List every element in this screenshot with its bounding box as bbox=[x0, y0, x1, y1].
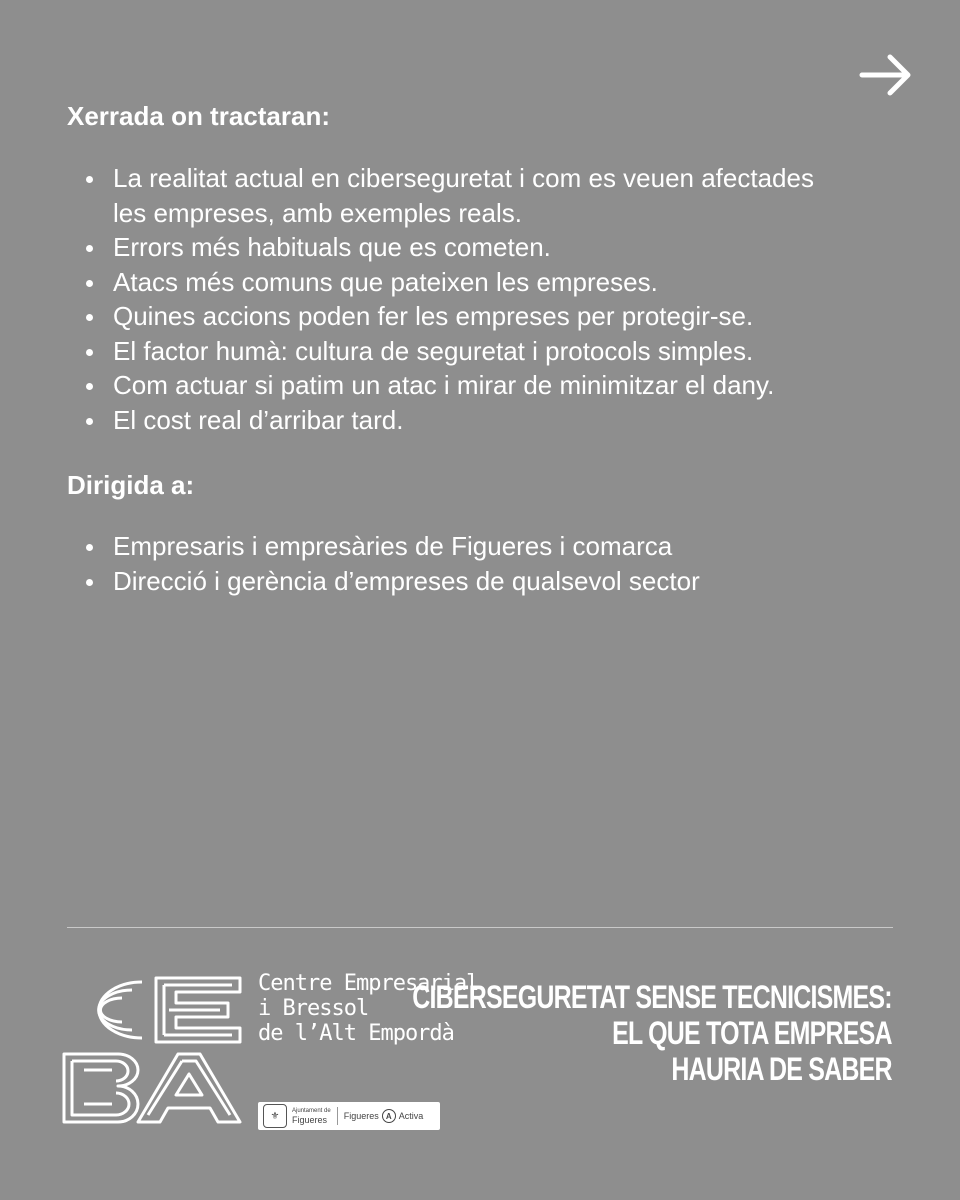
list-item bbox=[67, 403, 907, 438]
footer-divider bbox=[67, 927, 893, 928]
title-line: CIBERSEGURETAT SENSE TECNICISMES: bbox=[412, 979, 892, 1015]
org-name-line: de l’Alt Empordà bbox=[258, 1021, 454, 1046]
ceba-logo bbox=[58, 968, 244, 1130]
list-item bbox=[67, 368, 907, 403]
event-title bbox=[412, 979, 892, 1087]
list-item-text: les empreses, amb exemples reals. bbox=[113, 197, 522, 228]
list-item-text: El cost real d’arribar tard. bbox=[113, 404, 404, 435]
list-item-text: Com actuar si patim un atac i mirar de minimitzar el dany. bbox=[113, 370, 775, 400]
topics-list bbox=[67, 161, 907, 437]
ajuntament-big-text: Figueres bbox=[292, 1115, 328, 1125]
partner-logos bbox=[258, 1102, 440, 1130]
figueres-activa-text: Figueres bbox=[343, 1111, 379, 1121]
list-item bbox=[67, 334, 907, 369]
activa-a-icon: A bbox=[382, 1109, 396, 1123]
ajuntament-small-text: Ajuntament de bbox=[292, 1108, 331, 1114]
title-line: EL QUE TOTA EMPRESA bbox=[612, 1015, 892, 1051]
org-name-line: i Bressol bbox=[258, 996, 369, 1021]
list-item-text: La realitat actual en ciberseguretat i com es veuen afectades bbox=[113, 163, 814, 193]
ajuntament-logo bbox=[292, 1107, 331, 1125]
section-heading-topics: Xerrada on tractaran: bbox=[67, 101, 330, 131]
list-item-text: Errors més habituals que es cometen. bbox=[113, 232, 551, 262]
audience-list bbox=[67, 529, 907, 598]
city-seal-icon: ⚜ bbox=[263, 1104, 287, 1128]
org-name-line: Centre Empresarial bbox=[258, 971, 479, 996]
list-item bbox=[67, 161, 907, 230]
activa-text: Activa bbox=[398, 1111, 424, 1121]
list-item: Empresaris i empresàries de Figueres i comarca bbox=[67, 529, 907, 564]
title-line: HAURIA DE SABER bbox=[671, 1051, 892, 1087]
main-content bbox=[67, 96, 907, 598]
list-item-text: El factor humà: cultura de seguretat i protocols simples. bbox=[113, 335, 754, 366]
partner-separator bbox=[337, 1107, 338, 1125]
list-item bbox=[67, 230, 907, 265]
arrow-right-icon[interactable] bbox=[856, 50, 916, 100]
list-item-text: Atacs més comuns que pateixen les empreses. bbox=[113, 266, 658, 297]
list-item bbox=[67, 299, 907, 334]
section-heading-audience: Dirigida a: bbox=[67, 470, 195, 500]
list-item-text: Quines accions poden fer les empreses per protegir-se. bbox=[113, 301, 754, 331]
list-item: Direcció i gerència d’empreses de qualsevol sector bbox=[67, 564, 907, 599]
list-item bbox=[67, 265, 907, 300]
